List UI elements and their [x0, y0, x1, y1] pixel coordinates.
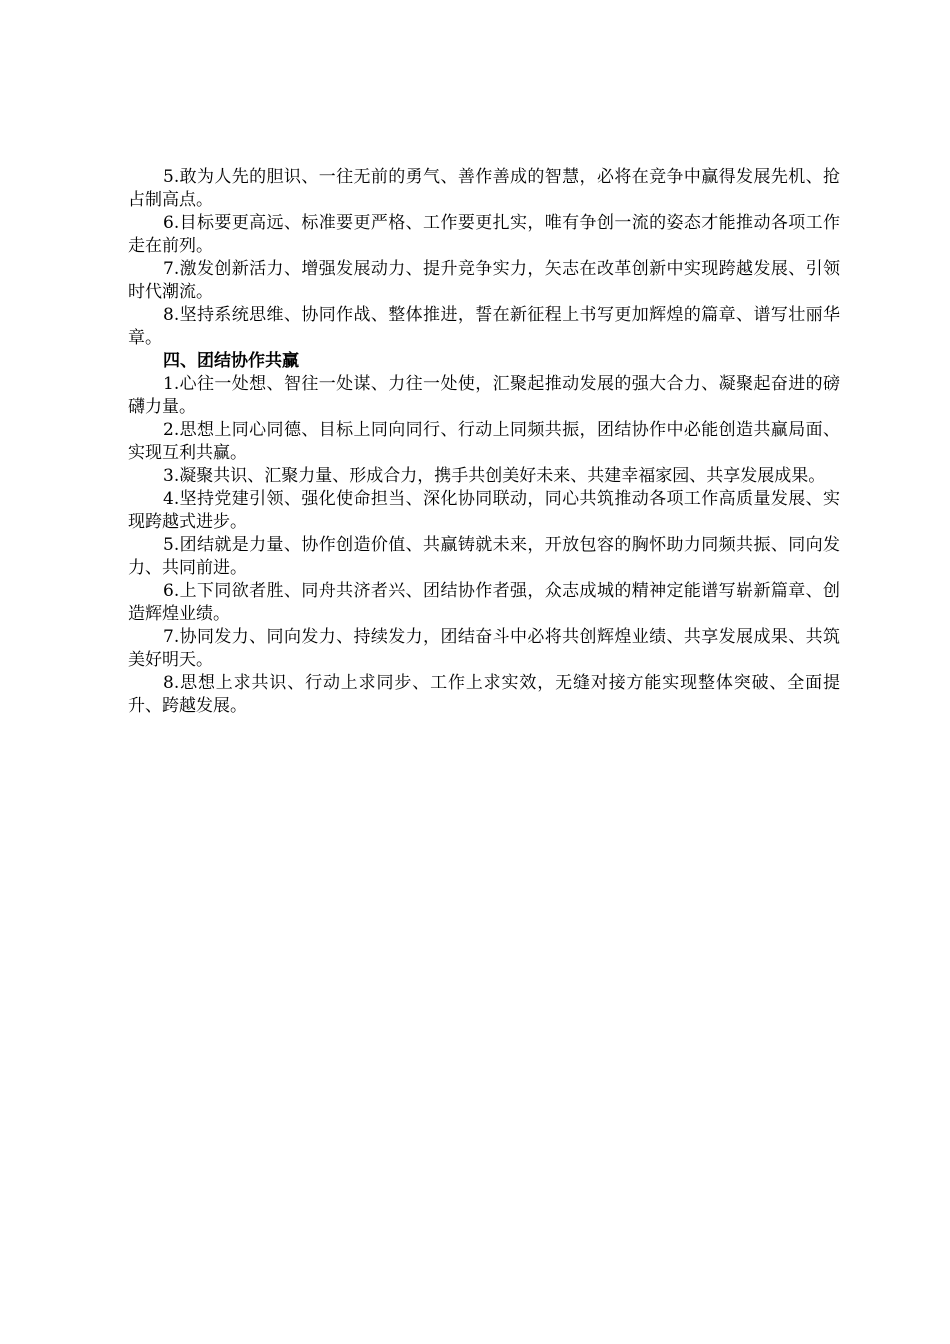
section-four-item-4: 4.坚持党建引领、强化使命担当、深化协同联动，同心共筑推动各项工作高质量发展、实现跨越式进步。 — [128, 489, 840, 532]
section-three-item-5: 5.敢为人先的胆识、一往无前的勇气、善作善成的智慧，必将在竞争中赢得发展先机、抢占制高点。 — [128, 167, 840, 210]
section-four-item-1: 1.心往一处想、智往一处谋、力往一处使，汇聚起推动发展的强大合力、凝聚起奋进的磅礴力量。 — [128, 374, 840, 417]
section-four-item-5: 5.团结就是力量、协作创造价值、共赢铸就未来，开放包容的胸怀助力同频共振、同向发力、共同前进。 — [128, 535, 840, 578]
section-four-item-7: 7.协同发力、同向发力、持续发力，团结奋斗中必将共创辉煌业绩、共享发展成果、共筑美好明天。 — [128, 627, 840, 670]
section-three-item-7: 7.激发创新活力、增强发展动力、提升竞争实力，矢志在改革创新中实现跨越发展、引领时代潮流。 — [128, 259, 840, 302]
section-four-item-2: 2.思想上同心同德、目标上同向同行、行动上同频共振，团结协作中必能创造共赢局面、实现互利共赢。 — [128, 420, 840, 463]
section-four-heading: 四、团结协作共赢 — [163, 351, 299, 371]
document-body — [128, 166, 840, 718]
section-four-item-6: 6.上下同欲者胜、同舟共济者兴、团结协作者强，众志成城的精神定能谱写崭新篇章、创造辉煌业绩。 — [128, 581, 840, 624]
section-three-item-8: 8.坚持系统思维、协同作战、整体推进，誓在新征程上书写更加辉煌的篇章、谱写壮丽华章。 — [128, 305, 840, 348]
section-four-item-3: 3.凝聚共识、汇聚力量、形成合力，携手共创美好未来、共建幸福家园、共享发展成果。 — [163, 466, 826, 486]
section-four-item-8: 8.思想上求共识、行动上求同步、工作上求实效，无缝对接方能实现整体突破、全面提升、跨越发展。 — [128, 673, 840, 716]
section-three-item-6: 6.目标要更高远、标准要更严格、工作要更扎实，唯有争创一流的姿态才能推动各项工作走在前列。 — [128, 213, 840, 256]
